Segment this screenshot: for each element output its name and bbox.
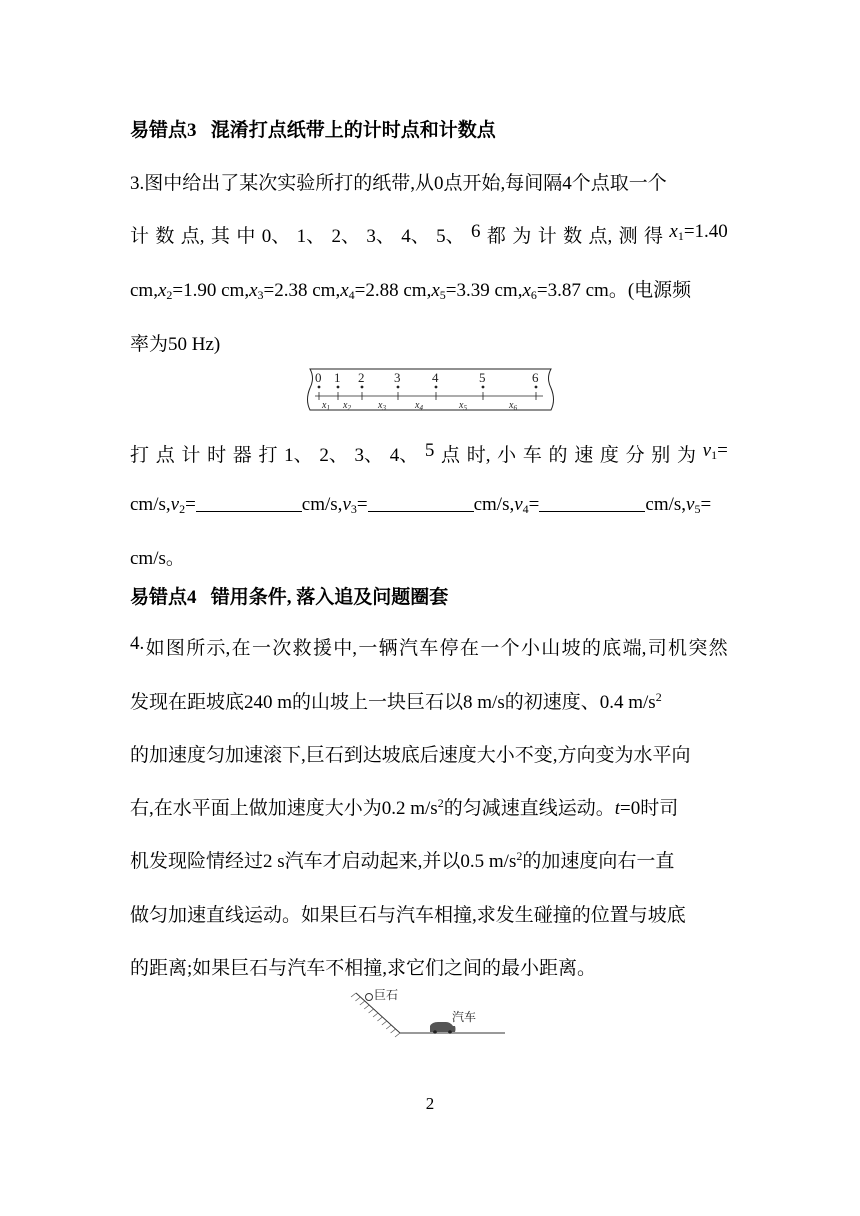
page-number: 2 xyxy=(425,1094,435,1113)
q4-line-3: 的加速度匀加速滚下,巨石到达坡底后速度大小不变,方向变为水平向 xyxy=(130,745,691,766)
text-char: 测 xyxy=(618,226,638,247)
v2-blank[interactable] xyxy=(196,495,302,512)
text-char: 所 xyxy=(186,638,206,659)
section-label: 易错点3 xyxy=(130,120,197,141)
section-label: 易错点4 xyxy=(130,587,197,608)
text-char: 0、 xyxy=(261,226,291,247)
text-char: 点 xyxy=(441,445,461,466)
tape-label: 3 xyxy=(394,370,401,385)
text-char: 援 xyxy=(312,638,332,659)
text-char: 如 xyxy=(145,638,165,659)
text-char: 车 xyxy=(419,638,439,659)
text-char: 6 xyxy=(471,221,481,242)
v4-blank[interactable] xyxy=(539,495,645,512)
tape-dot xyxy=(482,386,485,389)
text-char: 为 xyxy=(676,445,696,466)
text-char: 时 xyxy=(207,445,227,466)
tape-label: 1 xyxy=(334,370,341,385)
text-char: 3、 xyxy=(354,445,384,466)
q3-answer-line-2: $cm/s,v_2= cm/s,v_3= cm/s,v_4= cm/s,v_5=$ xyxy=(130,494,712,516)
text-char: 一 xyxy=(358,638,378,659)
text-char: 别 xyxy=(651,445,671,466)
ticker-tape-figure xyxy=(305,366,557,416)
rock-icon xyxy=(366,994,373,1001)
section-heading-4 xyxy=(130,582,448,609)
text-char: 5、 xyxy=(436,226,465,247)
text-char: 点, xyxy=(180,226,205,247)
car-label: 汽车 xyxy=(452,1010,477,1024)
tape-label: 2 xyxy=(358,370,365,385)
svg-text:x1: $x_1$ xyxy=(322,400,330,412)
text-char: 都 xyxy=(486,226,506,247)
question-text: 图中给出了某次实验所打的纸带,从0点开始,每间隔4个点取一个 xyxy=(144,173,667,194)
svg-text:x2: $x_2$ xyxy=(343,400,351,412)
q3-answer-line-3: cm/s。 xyxy=(130,548,185,569)
tape-dot xyxy=(435,386,438,389)
text-char: 计 xyxy=(537,226,557,247)
text-char: 打 xyxy=(130,445,150,466)
tape-label: 4 xyxy=(432,370,439,385)
text-char: 的 xyxy=(548,445,568,466)
text-char: 得 xyxy=(644,226,664,247)
text-char: 停 xyxy=(439,638,459,659)
v1-field: $v_1=$ xyxy=(702,440,728,462)
q3-line-3: $cm,x_2=1.90$ $cm,x_3=2.38$ $cm,x_4=2.88$ $cm,x_5=3.39$ $cm,x_6=3.87$ cm。(电源频 xyxy=(130,280,692,302)
q4-line-6: 做匀加速直线运动。如果巨石与汽车相撞,求发生碰撞的位置与坡底 xyxy=(130,905,686,926)
svg-text:x6: $x_6$ xyxy=(509,400,517,412)
text-char: 中 xyxy=(236,226,256,247)
text-char: 车 xyxy=(522,445,542,466)
text-char: 4. xyxy=(130,633,145,654)
x1-value: $x_1=1.40$ xyxy=(669,221,728,243)
text-char: 次 xyxy=(272,638,292,659)
text-char: 的 xyxy=(581,638,601,659)
text-char: 示, xyxy=(206,638,231,659)
text-char: 5 xyxy=(424,440,435,461)
text-char: 计 xyxy=(130,226,150,247)
section-heading-3 xyxy=(130,115,496,142)
question-number: 3. xyxy=(130,173,145,194)
q4-line-1 xyxy=(130,633,728,660)
text-char: 1、 xyxy=(284,445,313,466)
text-char: 一 xyxy=(480,638,500,659)
q3-line-4: 率为50 Hz) xyxy=(130,334,221,355)
text-char: 1、 xyxy=(296,226,326,247)
text-char: 4、 xyxy=(401,226,430,247)
text-char: 个 xyxy=(500,638,520,659)
text-char: 其 xyxy=(210,226,230,247)
v3-blank[interactable] xyxy=(368,495,474,512)
text-char: 速 xyxy=(574,445,594,466)
rock-label: 巨石 xyxy=(374,988,399,1002)
text-char: 端, xyxy=(622,638,647,659)
text-char: 司 xyxy=(647,638,667,659)
text-char: 3、 xyxy=(366,226,395,247)
text-char: 突 xyxy=(688,638,708,659)
tape-dot xyxy=(535,386,538,389)
q3-line-2 xyxy=(130,221,728,248)
text-char: 小 xyxy=(520,638,540,659)
q4-line-7: 的距离;如果巨石与汽车不相撞,求它们之间的最小距离。 xyxy=(130,958,597,979)
tape-dot xyxy=(397,386,400,389)
text-char: 一 xyxy=(251,638,271,659)
text-char: 救 xyxy=(292,638,312,659)
text-char: 2、 xyxy=(319,445,348,466)
text-char: 坡 xyxy=(561,638,581,659)
section-title: 错用条件, 落入追及问题圈套 xyxy=(210,587,449,608)
text-char: 在 xyxy=(459,638,479,659)
text-char: 山 xyxy=(541,638,561,659)
q3-line-1 xyxy=(130,168,667,195)
text-char: 图 xyxy=(165,638,185,659)
text-char: 中, xyxy=(333,638,358,659)
tape-label: 0 xyxy=(315,370,322,385)
text-char: 2、 xyxy=(331,226,360,247)
svg-text:x4: $x_4$ xyxy=(415,400,423,412)
text-char: 小 xyxy=(497,445,517,466)
section-title: 混淆打点纸带上的计时点和计数点 xyxy=(210,120,496,141)
tape-dot xyxy=(337,386,340,389)
text-char: 数 xyxy=(563,226,583,247)
tape-label: 5 xyxy=(479,370,486,385)
text-char: 然 xyxy=(708,638,728,659)
text-char: 数 xyxy=(155,226,175,247)
text-char: 器 xyxy=(232,445,252,466)
text-char: 时, xyxy=(466,445,491,466)
text-char: 分 xyxy=(625,445,645,466)
text-char: 点, xyxy=(588,226,613,247)
tape-label: 6 xyxy=(532,370,539,385)
tape-dot xyxy=(318,386,321,389)
q4-line-2: 发现在距坡底240 m的山坡上一块巨石以8 m/s的初速度、0.4 $m/s^2$ xyxy=(130,690,662,713)
text-char: 为 xyxy=(512,226,532,247)
q3-answer-line-1 xyxy=(130,440,728,467)
text-char: 辆 xyxy=(378,638,398,659)
text-char: 在 xyxy=(231,638,251,659)
slope-figure xyxy=(350,985,510,1039)
text-char: 机 xyxy=(668,638,688,659)
tape-dot xyxy=(361,386,364,389)
text-char: 度 xyxy=(599,445,619,466)
q4-line-5: 机发现险情经过2 s汽车才启动起来,并以0.5 $m/s^2$的加速度向右一直 xyxy=(130,849,675,872)
svg-text:x3: $x_3$ xyxy=(378,400,386,412)
text-char: 底 xyxy=(602,638,622,659)
text-char: 4、 xyxy=(389,445,419,466)
text-char: 打 xyxy=(258,445,278,466)
svg-text:x5: $x_5$ xyxy=(459,400,467,412)
text-char: 汽 xyxy=(399,638,419,659)
text-char: 计 xyxy=(181,445,201,466)
q4-line-4: 右,在水平面上做加速度大小为0.2 $m/s^2$的匀减速直线运动。t=0时司 xyxy=(130,796,679,819)
text-char: 点 xyxy=(155,445,175,466)
